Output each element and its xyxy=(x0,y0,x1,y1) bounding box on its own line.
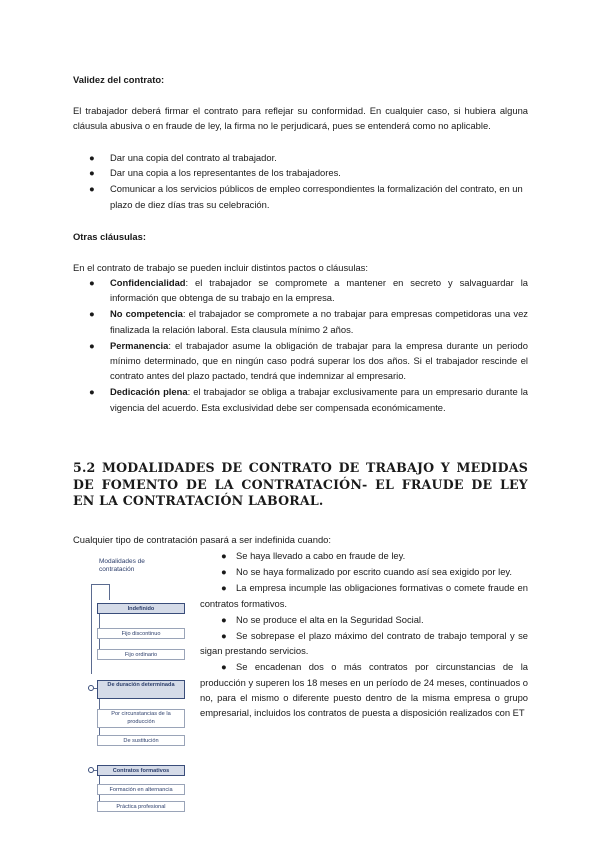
list-item: ● Dar una copia a los representantes de los trabajadores. xyxy=(110,165,528,180)
diagram-box-duracion: De duración determinada xyxy=(97,680,185,699)
diagram-box-sub: Fijo ordinario xyxy=(97,649,185,660)
list-item: ● Se haya llevado a cabo en fraude de ley. xyxy=(200,548,528,563)
bullet-icon: ● xyxy=(221,550,227,561)
diagram-title: Modalidades de contratación xyxy=(99,558,145,573)
bullet-icon: ● xyxy=(221,566,227,578)
diagram-box-sub: Práctica profesional xyxy=(97,801,185,812)
bullet-icon: ● xyxy=(221,661,227,673)
diagram-box-sub: Formación en alternancia xyxy=(97,784,185,795)
otras-list xyxy=(89,275,529,415)
bullet-icon: ● xyxy=(89,386,95,398)
section-title: 5.2 MODALIDADES DE CONTRATO DE TRABAJO Y MEDIDAS DE FOMENTO DE LA CONTRATACIÓN- EL FRAUDE DE LEY EN LA CONTRATACIÓN LABORAL. xyxy=(73,460,528,508)
bullet-icon: ● xyxy=(89,167,95,179)
validez-heading: Validez del contrato: xyxy=(73,74,165,85)
diagram-box-indefinido: Indefinido xyxy=(97,603,185,614)
otras-intro: En el contrato de trabajo se pueden incluir distintos pactos o cláusulas: xyxy=(73,262,368,273)
bullet-icon: ● xyxy=(89,339,95,351)
list-item: ● Dedicación plena: el trabajador se obliga a trabajar exclusivamente para un empresario durante la vigencia del acuerdo. Esta exclusividad debe ser compensada económicamente. xyxy=(89,386,529,413)
bullet-icon: ● xyxy=(221,582,227,594)
bullet-icon: ● xyxy=(89,152,95,163)
modalidades-diagram xyxy=(85,558,190,818)
otras-heading: Otras cláusulas: xyxy=(73,231,146,242)
list-item: ● Confidencialidad: el trabajador se compromete a mantener en secreto y salvaguardar la información que obtenga de su trabajo en la empresa. xyxy=(89,277,528,304)
bullet-icon: ● xyxy=(89,183,95,195)
bullet-icon: ● xyxy=(221,613,227,625)
bullet-icon: ● xyxy=(89,308,95,320)
diagram-connector xyxy=(109,584,110,600)
list-item: ● No se produce el alta en la Seguridad Social. xyxy=(200,612,528,627)
list-item: ● No competencia: el trabajador se compromete a no trabajar para empresas competidoras una vez finalizada la relación laboral. Esta clausula mínimo 2 años. xyxy=(89,308,528,335)
diagram-box-sub: Fijo discontinuo xyxy=(97,628,185,639)
list-item: ● Comunicar a los servicios públicos de empleo correspondientes la formalización del contrato, en un plazo de diez días tras su celebración. xyxy=(89,183,523,210)
diagram-connector xyxy=(91,584,109,585)
section-intro: Cualquier tipo de contratación pasará a ser indefinida cuando: xyxy=(73,534,331,545)
validez-paragraph: El trabajador deberá firmar el contrato para reflejar su conformidad. En cualquier caso, si hubiera alguna cláusula abusiva o en fraude de ley, la firma no le perjudicará, pues se entenderá como no aplicable. xyxy=(73,105,528,132)
diagram-box-sub: De sustitución xyxy=(97,735,185,746)
diagram-box-sub: Por circunstancias de la producción xyxy=(97,709,185,728)
diagram-box-formativos: Contratos formativos xyxy=(97,765,185,776)
list-item: ● No se haya formalizado por escrito cuando así sea exigido por ley. xyxy=(200,564,528,579)
bullet-icon: ● xyxy=(221,630,227,642)
list-item: ● Se encadenan dos o más contratos por circunstancias de la producción y superen los 18 meses en un período de 24 meses, continuados o no, para el mismo o diferente puesto dentro de la misma empresa o grupo empresarial, incluidos los contratos de puesta a disposición realizados con ET xyxy=(200,661,528,719)
list-item: ● Se sobrepase el plazo máximo del contrato de trabajo temporal y se sigan prestando servicios. xyxy=(200,630,528,657)
diagram-connector xyxy=(91,584,92,674)
list-item: ● Dar una copia del contrato al trabajador. xyxy=(110,150,528,165)
fraude-list xyxy=(200,548,528,720)
list-item: ● La empresa incumple las obligaciones formativas o comete fraude en contratos formativos. xyxy=(200,582,528,609)
bullet-icon: ● xyxy=(89,277,95,288)
validez-list xyxy=(89,150,528,212)
list-item: ● Permanencia: el trabajador asume la obligación de trabajar para la empresa durante un periodo mínimo determinado, que en ningún caso podrá superar los dos años. Si el trabajador rescinde el contrato antes del plazo pactado, tendrá que indemnizar al empresario. xyxy=(89,339,528,382)
